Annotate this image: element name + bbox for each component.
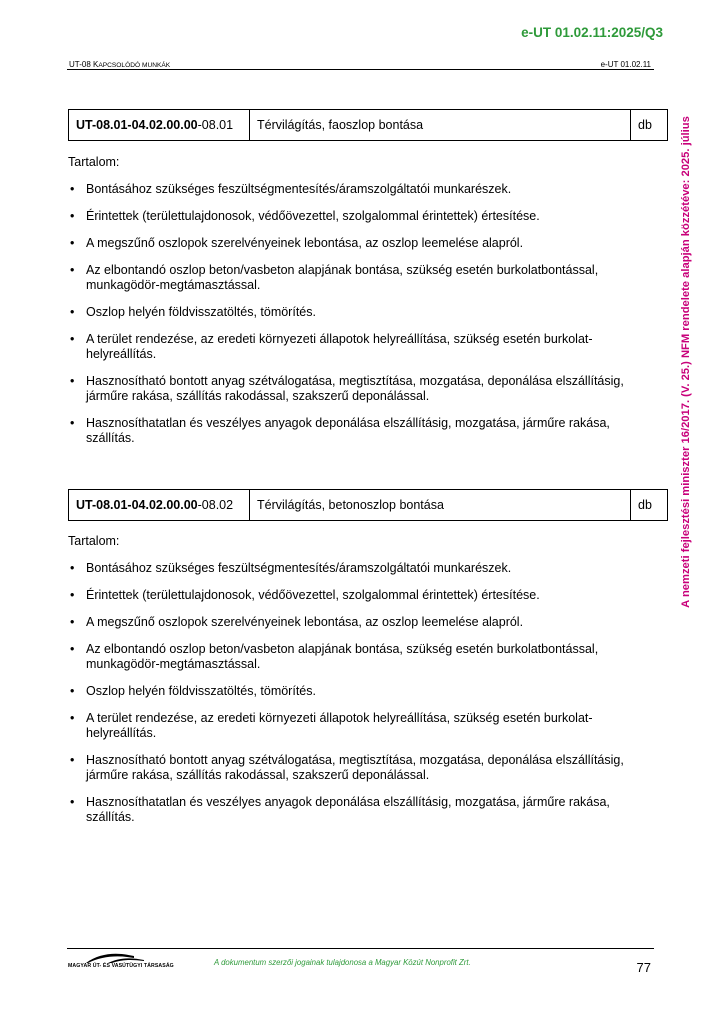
- list-item-text: Az elbontandó oszlop beton/vasbeton alapjának bontása, szükség esetén burkolatbontással, munkagödör-megtámasztással.: [86, 263, 599, 292]
- bullet-icon: •: [70, 615, 75, 629]
- bullet-icon: •: [70, 642, 75, 656]
- bullet-icon: •: [70, 209, 75, 223]
- item-code: [69, 110, 250, 141]
- item-unit: db: [631, 490, 668, 521]
- bullet-icon: •: [70, 263, 75, 277]
- list-item-text: Oszlop helyén földvisszatöltés, tömörítés.: [86, 305, 316, 319]
- list-item-text: Érintettek (területtulajdonosok, védőövezettel, szolgalommal érintettek) értesítése.: [86, 588, 540, 602]
- list-item: [68, 642, 658, 672]
- content-label: Tartalom:: [68, 534, 120, 548]
- list-item: [68, 795, 658, 825]
- bullet-icon: •: [70, 561, 75, 575]
- item-header-row: [69, 110, 668, 141]
- list-item-text: A megszűnő oszlopok szerelvényeinek lebontása, az oszlop leemelése alapról.: [86, 615, 524, 629]
- list-item-text: Érintettek (területtulajdonosok, védőövezettel, szolgalommal érintettek) értesítése.: [86, 209, 540, 223]
- content-bullet-list: [68, 561, 658, 825]
- list-item: [68, 416, 658, 446]
- list-item-text: A terület rendezése, az eredeti környezeti állapotok helyreállítása, szükség esetén burkolat-helyreállítás.: [86, 332, 593, 361]
- list-item-text: Hasznosítható bontott anyag szétválogatása, megtisztítása, mozgatása, deponálása elszállításig, járműre rakása, szállítás rakodással, szakszerű deponálással.: [86, 374, 624, 403]
- content-label: Tartalom:: [68, 155, 120, 169]
- bullet-icon: •: [70, 182, 75, 196]
- list-item-text: Oszlop helyén földvisszatöltés, tömörítés.: [86, 684, 316, 698]
- header-divider: [67, 69, 654, 70]
- item-code-bold: UT-08.01-04.02.00.00: [76, 498, 198, 512]
- list-item: [68, 753, 658, 783]
- list-item: [68, 374, 658, 404]
- list-item: [68, 615, 658, 630]
- running-header-prefix: UT-08 K: [69, 60, 99, 69]
- bullet-icon: •: [70, 305, 75, 319]
- content-bullet-list: [68, 182, 658, 446]
- bullet-icon: •: [70, 795, 75, 809]
- list-item-text: A megszűnő oszlopok szerelvényeinek lebontása, az oszlop leemelése alapról.: [86, 236, 524, 250]
- bullet-icon: •: [70, 684, 75, 698]
- bullet-icon: •: [70, 374, 75, 388]
- bullet-icon: •: [70, 416, 75, 430]
- item-unit: db: [631, 110, 668, 141]
- item-title: Térvilágítás, betonoszlop bontása: [250, 490, 631, 521]
- item-header-row: [69, 490, 668, 521]
- list-item-text: Hasznosíthatatlan és veszélyes anyagok deponálása elszállításig, mozgatása, járműre rakása, szállítás.: [86, 795, 610, 824]
- item-header-table: [68, 109, 668, 141]
- item-content: [68, 155, 658, 458]
- list-item: [68, 684, 658, 699]
- document-code: e-UT 01.02.11:2025/Q3: [521, 25, 663, 40]
- copyright-notice: A dokumentum szerzői jogainak tulajdonosa a Magyar Közút Nonprofit Zrt.: [214, 958, 471, 967]
- running-header-right: e-UT 01.02.11: [600, 60, 651, 69]
- bullet-icon: •: [70, 588, 75, 602]
- society-logo: [68, 952, 174, 974]
- list-item-text: Az elbontandó oszlop beton/vasbeton alapjának bontása, szükség esetén burkolatbontással, munkagödör-megtámasztással.: [86, 642, 599, 671]
- item-code: [69, 490, 250, 521]
- item-code-bold: UT-08.01-04.02.00.00: [76, 118, 198, 132]
- list-item: [68, 561, 658, 576]
- page-number: 77: [636, 960, 651, 975]
- footer-divider: [67, 948, 654, 949]
- bullet-icon: •: [70, 711, 75, 725]
- item-header-table: [68, 489, 668, 521]
- item-code-suffix: -08.01: [197, 118, 234, 132]
- side-note-text: A nemzeti fejlesztési miniszter 16/2017. (V. 25.) NFM rendelete alapján közzétéve: 2025. július: [680, 116, 692, 608]
- list-item-text: Hasznosítható bontott anyag szétválogatása, megtisztítása, mozgatása, deponálása elszállításig, járműre rakása, szállítás rakodással, szakszerű deponálással.: [86, 753, 624, 782]
- list-item: [68, 588, 658, 603]
- list-item: [68, 305, 658, 320]
- bullet-icon: •: [70, 236, 75, 250]
- list-item: [68, 711, 658, 741]
- bullet-icon: •: [70, 332, 75, 346]
- list-item: [68, 332, 658, 362]
- list-item: [68, 182, 658, 197]
- item-content: [68, 534, 658, 837]
- running-header-left: [69, 60, 170, 69]
- running-header-smallcaps: APCSOLÓDÓ MUNKÁK: [98, 62, 171, 69]
- list-item: [68, 209, 658, 224]
- list-item: [68, 263, 658, 293]
- item-title: Térvilágítás, faoszlop bontása: [250, 110, 631, 141]
- bullet-icon: •: [70, 753, 75, 767]
- item-code-suffix: -08.02: [197, 498, 234, 512]
- list-item-text: A terület rendezése, az eredeti környezeti állapotok helyreállítása, szükség esetén burkolat-helyreállítás.: [86, 711, 593, 740]
- list-item: [68, 236, 658, 251]
- list-item-text: Hasznosíthatatlan és veszélyes anyagok deponálása elszállításig, mozgatása, járműre rakása, szállítás.: [86, 416, 610, 445]
- list-item-text: Bontásához szükséges feszültségmentesítés/áramszolgáltatói munkarészek.: [86, 182, 512, 196]
- logo-text: MAGYAR ÚT- ÉS VASÚTÜGYI TÁRSASÁG: [68, 963, 174, 969]
- list-item-text: Bontásához szükséges feszültségmentesítés/áramszolgáltatói munkarészek.: [86, 561, 512, 575]
